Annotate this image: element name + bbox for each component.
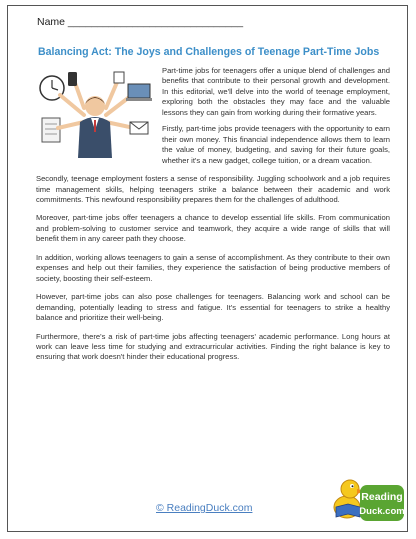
multitasking-businessman-illustration	[36, 70, 154, 160]
paragraph-intro: Part-time jobs for teenagers offer a unique blend of challenges and benefits that contribute to their personal growth and development. In this editorial, we'll delve into the world of teenage employment, exploring both the obstacles they may face and the valuable lessons they can gain from working during their formative years.	[162, 66, 390, 117]
readingduck-link[interactable]: © ReadingDuck.com	[156, 502, 253, 514]
paragraph: However, part-time jobs can also pose challenges for teenagers. Balancing work and school can be demanding, potentially leading to stress and fatigue. It's essential for teenagers to strike a healthy balance and prioritize their well-being.	[36, 292, 390, 323]
reading-duck-logo	[330, 465, 406, 525]
logo-word-reading: Reading	[361, 491, 403, 503]
paragraph: Moreover, part-time jobs offer teenagers a chance to develop essential life skills. From communication and problem-solving to customer service and teamwork, they acquire a wide range of skills that will benefit them in any career path they choose.	[36, 213, 390, 244]
worksheet-page	[7, 5, 408, 532]
name-field[interactable]: Name ______________________________	[37, 16, 244, 28]
worksheet-title: Balancing Act: The Joys and Challenges of Teenage Part-Time Jobs	[38, 46, 380, 58]
logo-word-duck: Duck.com	[359, 506, 405, 517]
article-body	[36, 66, 390, 371]
paragraph: Furthermore, there's a risk of part-time jobs affecting teenagers' academic performance. Long hours at work can leave less time for studying and extracurricular activities. Finding the right balance is key to ensuring that work doesn't hinder their educational progress.	[36, 331, 390, 362]
paragraph: Firstly, part-time jobs provide teenagers with the opportunity to earn their own money. This financial independence allows them to learn the value of money, budgeting, and saving for their future goals, whether it's a new gadget, college tuition, or a dream vacation.	[162, 124, 390, 165]
paragraph: In addition, working allows teenagers to gain a sense of accomplishment. As they contribute to their own expenses and help out their families, they experience the satisfaction of being productive members of society, boosting their self-esteem.	[36, 252, 390, 283]
paragraph: Secondly, teenage employment fosters a sense of responsibility. Juggling schoolwork and a job requires time management skills, helping teenagers strike a balance between their academic and work commitments. This newfound responsibility prepares them for the challenges of adulthood.	[36, 174, 390, 204]
